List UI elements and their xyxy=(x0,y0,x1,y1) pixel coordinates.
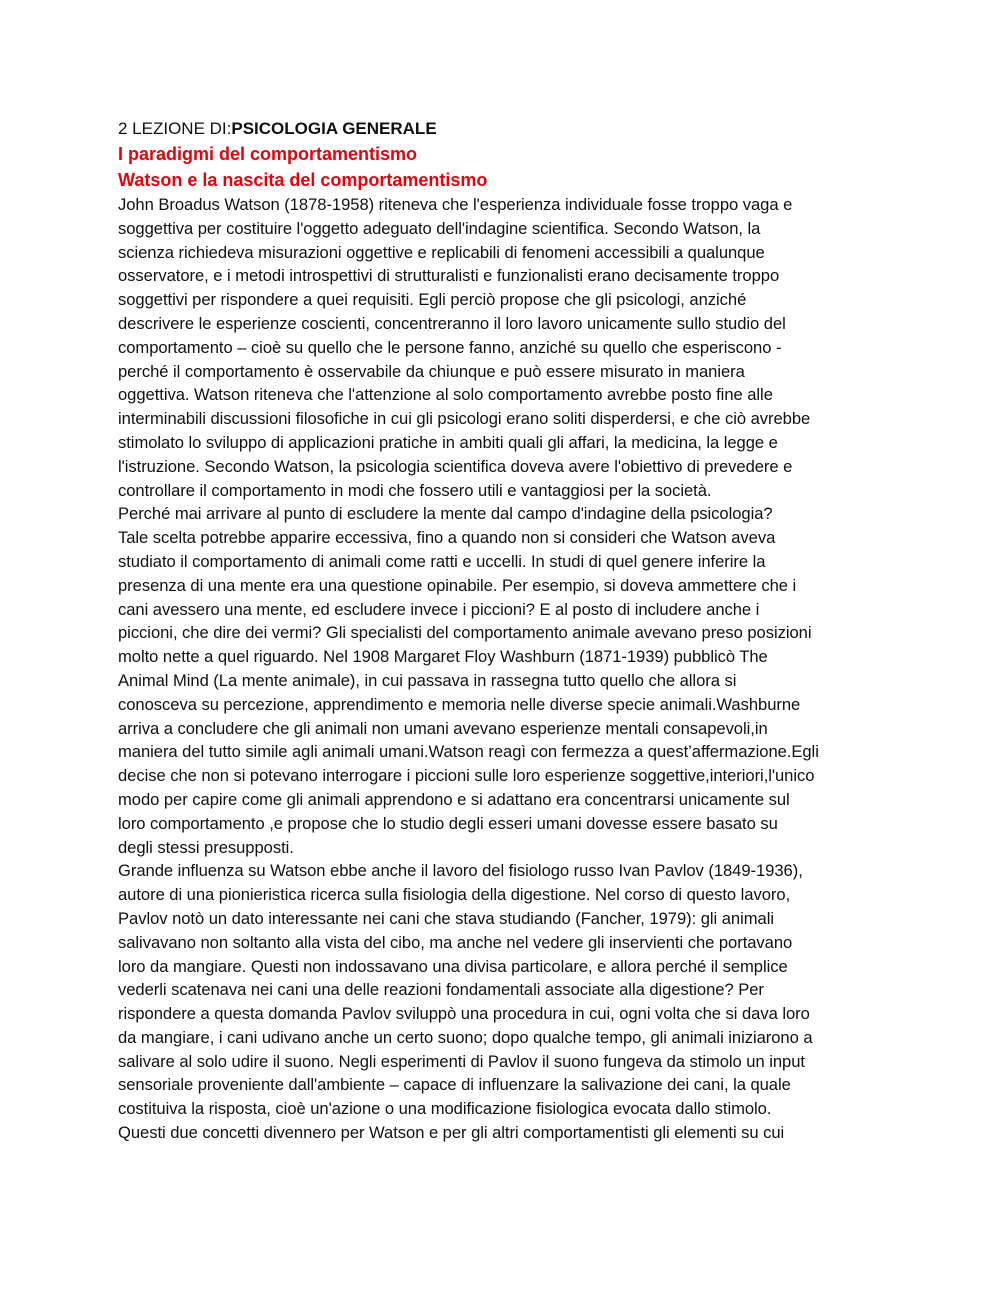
text-line: vederli scatenava nei cani una delle reazioni fondamentali associate alla digestione? Per xyxy=(118,980,764,1000)
text-line: loro comportamento ,e propose che lo studio degli esseri umani dovesse essere basato su xyxy=(118,813,778,833)
text-line: scienza richiedeva misurazioni oggettive e replicabili di fenomeni accessibili a qualunque xyxy=(118,242,765,262)
text-line: modo per capire come gli animali apprendono e si adattano era concentrarsi unicamente sul xyxy=(118,789,790,809)
text-line: maniera del tutto simile agli animali umani.Watson reagì con fermezza a quest’affermazione.Egli xyxy=(118,742,819,762)
lesson-header xyxy=(118,117,888,141)
text-line: decise che non si potevano interrogare i piccioni sulle loro esperienze soggettive,interiori,l'unico xyxy=(118,766,815,786)
text-line: arriva a concludere che gli animali non umani avevano esperienze mentali consapevoli,in xyxy=(118,718,768,738)
text-line: presenza di una mente era una questione opinabile. Per esempio, si doveva ammettere che i xyxy=(118,575,797,595)
text-line: Tale scelta potrebbe apparire eccessiva, fino a quando non si consideri che Watson aveva xyxy=(118,528,776,548)
section-heading: I paradigmi del comportamentismo xyxy=(118,144,418,164)
lesson-prefix: 2 LEZIONE DI: xyxy=(118,119,232,138)
text-line: stimolato lo sviluppo di applicazioni pratiche in ambiti quali gli affari, la medicina, la legge e xyxy=(118,432,778,452)
document-page xyxy=(118,117,888,1145)
text-line: controllare il comportamento in modi che fossero utili e vantaggiosi per la società. xyxy=(118,480,712,500)
text-line: l'istruzione. Secondo Watson, la psicologia scientifica doveva avere l'obiettivo di prevedere e xyxy=(118,456,793,476)
text-line: conosceva su percezione, apprendimento e memoria nelle diverse specie animali.Washburne xyxy=(118,694,801,714)
text-line: osservatore, e i metodi introspettivi di strutturalisti e funzionalisti erano decisamente troppo xyxy=(118,266,780,286)
text-line: interminabili discussioni filosofiche in cui gli psicologi erano soliti disperdersi, e che ciò avrebbe xyxy=(118,409,811,429)
paragraph xyxy=(118,502,888,859)
text-line: autore di una pionieristica ricerca sulla fisiologia della digestione. Nel corso di questo lavoro, xyxy=(118,885,791,905)
text-line: piccioni, che dire dei vermi? Gli specialisti del comportamento animale avevano preso posizioni xyxy=(118,623,812,643)
text-line: studiato il comportamento di animali come ratti e uccelli. In studi di quel genere inferire la xyxy=(118,551,766,571)
text-line: perché il comportamento è osservabile da chiunque e può essere misurato in maniera xyxy=(118,361,745,381)
lesson-subject: PSICOLOGIA GENERALE xyxy=(231,119,437,138)
text-line: Perché mai arrivare al punto di escludere la mente dal campo d'indagine della psicologia? xyxy=(118,504,773,524)
text-line: John Broadus Watson (1878-1958) riteneva che l'esperienza individuale fosse troppo vaga e xyxy=(118,195,793,214)
text-line: cani avessero una mente, ed escludere invece i piccioni? E al posto di includere anche i xyxy=(118,599,760,619)
text-line: soggettivi per rispondere a quei requisiti. Egli perciò propose che gli psicologi, anziché xyxy=(118,290,747,310)
text-line: soggettiva per costituire l'oggetto adeguato dell'indagine scientifica. Secondo Watson, la xyxy=(118,218,761,238)
text-line: da mangiare, i cani udivano anche un certo suono; dopo qualche tempo, gli animali iniziarono a xyxy=(118,1027,813,1047)
text-line: comportamento – cioè su quello che le persone fanno, anziché su quello che esperiscono - xyxy=(118,337,782,357)
text-line: Animal Mind (La mente animale), in cui passava in rassegna tutto quello che allora si xyxy=(118,670,737,690)
subsection-heading: Watson e la nascita del comportamentismo xyxy=(118,170,488,190)
text-line: molto nette a quel riguardo. Nel 1908 Margaret Floy Washburn (1871-1939) pubblicò The xyxy=(118,647,768,667)
text-line: rispondere a questa domanda Pavlov sviluppò una procedura in cui, ogni volta che si dava loro xyxy=(118,1004,810,1024)
paragraph xyxy=(118,859,888,1145)
text-line: salivavano non soltanto alla vista del cibo, ma anche nel vedere gli inservienti che portavano xyxy=(118,932,793,952)
text-line: Pavlov notò un dato interessante nei cani che stava studiando (Fancher, 1979): gli animali xyxy=(118,908,774,928)
text-line: Grande influenza su Watson ebbe anche il lavoro del fisiologo russo Ivan Pavlov (1849-1936), xyxy=(118,861,803,881)
body-text xyxy=(118,193,888,1145)
text-line: Questi due concetti divennero per Watson e per gli altri comportamentisti gli elementi su cui xyxy=(118,1123,785,1143)
text-line: sensoriale proveniente dall'ambiente – capace di influenzare la salivazione dei cani, la quale xyxy=(118,1075,791,1095)
text-line: descrivere le esperienze coscienti, concentreranno il loro lavoro unicamente sullo studio del xyxy=(118,313,786,333)
text-line: salivare al solo udire il suono. Negli esperimenti di Pavlov il suono fungeva da stimolo un input xyxy=(118,1051,805,1071)
text-line: loro da mangiare. Questi non indossavano una divisa particolare, e allora perché il semplice xyxy=(118,956,788,976)
text-line: degli stessi presupposti. xyxy=(118,837,294,857)
paragraph xyxy=(118,193,888,502)
text-line: oggettiva. Watson riteneva che l'attenzione al solo comportamento avrebbe posto fine alle xyxy=(118,385,773,405)
text-line: costituiva la risposta, cioè un'azione o una modificazione fisiologica evocata dallo stimolo. xyxy=(118,1099,772,1119)
